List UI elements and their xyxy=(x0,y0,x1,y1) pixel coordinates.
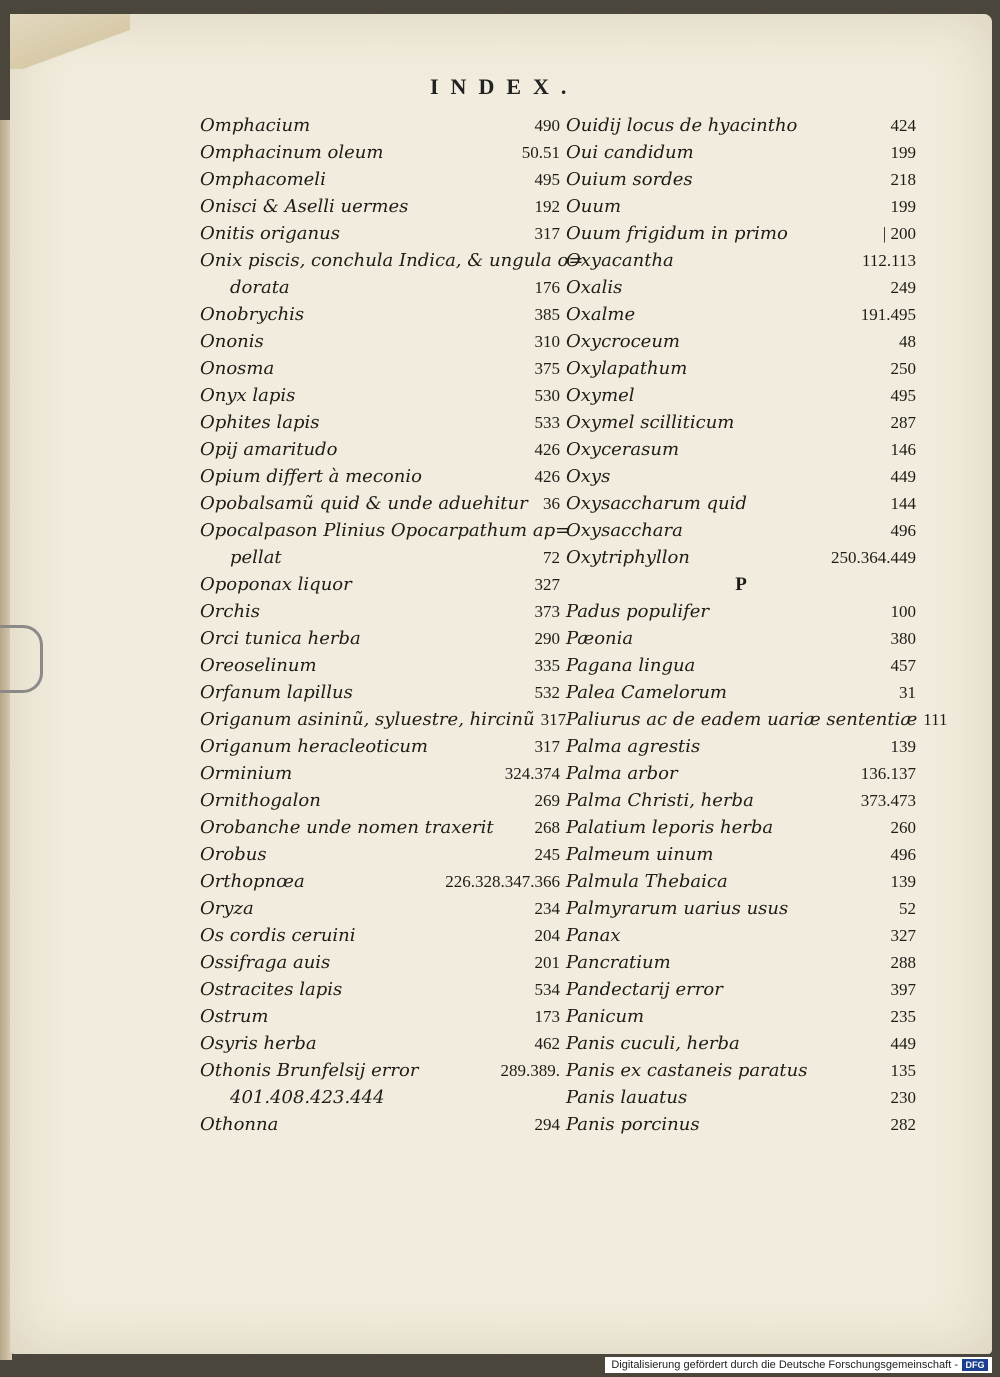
index-page-numbers: 199 xyxy=(890,197,916,216)
index-entry xyxy=(566,1111,916,1138)
index-entry xyxy=(200,949,560,976)
index-term: Oui candidum xyxy=(566,142,694,163)
index-entry xyxy=(566,301,916,328)
index-term: Palmyrarum uarius usus xyxy=(566,898,789,919)
index-term: Onyx lapis xyxy=(200,385,296,406)
index-entry xyxy=(200,382,560,409)
index-term: Orobus xyxy=(200,844,267,865)
index-term: Opocalpason Plinius Opocarpathum ap= xyxy=(200,520,571,541)
index-term: Palma Christi, herba xyxy=(566,790,754,811)
index-term: Palmula Thebaica xyxy=(566,871,728,892)
index-page-numbers: 290 xyxy=(534,629,560,648)
index-entry xyxy=(200,193,560,220)
index-entry xyxy=(566,166,916,193)
index-entry xyxy=(200,220,560,247)
index-page-numbers: 192 xyxy=(534,197,560,216)
index-page-numbers: 289.389. xyxy=(500,1061,560,1080)
index-page-numbers: 201 xyxy=(534,953,560,972)
index-entry xyxy=(566,841,916,868)
index-page-numbers: 373 xyxy=(534,602,560,621)
index-entry xyxy=(200,139,560,166)
index-entry xyxy=(200,841,560,868)
index-entry xyxy=(200,301,560,328)
index-term: Os cordis ceruini xyxy=(200,925,356,946)
index-page-numbers: 294 xyxy=(534,1115,560,1134)
index-term: Ouum frigidum in primo xyxy=(566,223,788,244)
index-term: Padus populifer xyxy=(566,601,710,622)
index-entry xyxy=(566,409,916,436)
index-page-numbers: 199 xyxy=(890,143,916,162)
index-entry xyxy=(200,463,560,490)
index-entry xyxy=(566,733,916,760)
index-term: Panis cuculi, herba xyxy=(566,1033,740,1054)
index-term: Omphacomeli xyxy=(200,169,326,190)
index-entry xyxy=(566,598,916,625)
index-page-numbers: 457 xyxy=(890,656,916,675)
index-entry xyxy=(566,220,916,247)
index-column-left xyxy=(200,112,584,1138)
index-term: dorata xyxy=(230,277,290,298)
index-entry xyxy=(566,544,916,571)
index-entry xyxy=(566,355,916,382)
index-entry xyxy=(566,1057,916,1084)
index-page-numbers: 176 xyxy=(534,278,560,297)
index-term: Onix piscis, conchula Indica, & ungula o= xyxy=(200,250,584,271)
index-entry xyxy=(566,139,916,166)
index-term: Orfanum lapillus xyxy=(200,682,353,703)
index-term: Oxycroceum xyxy=(566,331,680,352)
index-page-numbers: 533 xyxy=(534,413,560,432)
index-term: Onitis origanus xyxy=(200,223,340,244)
index-entry xyxy=(566,760,916,787)
index-entry xyxy=(200,760,560,787)
index-entry xyxy=(200,733,560,760)
index-page-numbers: 50.51 xyxy=(521,143,560,162)
index-term: Ononis xyxy=(200,331,264,352)
index-entry xyxy=(566,112,916,139)
running-head: INDEX. xyxy=(430,74,579,99)
index-page-numbers: 100 xyxy=(890,602,916,621)
index-page-numbers: 375 xyxy=(534,359,560,378)
index-term: Palmeum uinum xyxy=(566,844,714,865)
index-page-numbers: 397 xyxy=(890,980,916,999)
index-page-numbers: 230 xyxy=(890,1088,916,1107)
index-entry xyxy=(200,976,560,1003)
index-page-numbers: 532 xyxy=(534,683,560,702)
index-page-numbers: 268 xyxy=(534,818,560,837)
index-term: Ouum xyxy=(566,196,622,217)
index-page-numbers: 324.374 xyxy=(504,764,560,783)
index-term: Ornithogalon xyxy=(200,790,321,811)
index-entry xyxy=(566,247,916,274)
index-page-numbers: 449 xyxy=(890,1034,916,1053)
index-page-numbers: 72 xyxy=(543,548,560,567)
index-page-numbers: 235 xyxy=(890,1007,916,1026)
index-page-numbers: 260 xyxy=(890,818,916,837)
index-page-numbers: 496 xyxy=(890,521,916,540)
index-page-numbers: 534 xyxy=(534,980,560,999)
index-entry xyxy=(566,625,916,652)
index-term: Palma arbor xyxy=(566,763,678,784)
index-entry xyxy=(200,598,560,625)
dfg-logo-icon: DFG xyxy=(962,1359,988,1371)
index-page-numbers: 249 xyxy=(890,278,916,297)
index-term: Othonna xyxy=(200,1114,279,1135)
index-entry xyxy=(200,409,560,436)
index-entry xyxy=(566,328,916,355)
index-entry xyxy=(200,706,567,733)
index-page-numbers: 424 xyxy=(890,116,916,135)
index-term: Oxymel xyxy=(566,385,635,406)
index-entry xyxy=(200,166,560,193)
index-entry xyxy=(566,463,916,490)
index-page-numbers: 373.473 xyxy=(860,791,916,810)
index-page-numbers: 135 xyxy=(890,1061,916,1080)
index-term: Orthopnœa xyxy=(200,871,305,892)
index-page-numbers: 495 xyxy=(890,386,916,405)
index-page-numbers: 282 xyxy=(890,1115,916,1134)
index-entry xyxy=(200,112,560,139)
index-term: Panax xyxy=(566,925,621,946)
letter-heading: P xyxy=(735,574,747,595)
index-page-numbers: 495 xyxy=(534,170,560,189)
index-term: Panis ex castaneis paratus xyxy=(566,1060,808,1081)
index-entry xyxy=(200,652,560,679)
index-entry xyxy=(566,922,916,949)
index-page-numbers: 327 xyxy=(534,575,560,594)
index-page-numbers: 288 xyxy=(890,953,916,972)
index-term: Oxyacantha xyxy=(566,250,674,271)
index-entry xyxy=(566,490,916,517)
index-entry xyxy=(566,976,916,1003)
index-entry xyxy=(200,868,560,895)
index-entry xyxy=(200,544,560,571)
index-term: Oxys xyxy=(566,466,611,487)
index-page-numbers: 250.364.449 xyxy=(831,548,916,567)
index-page-numbers: 250 xyxy=(890,359,916,378)
index-term: Othonis Brunfelsij error xyxy=(200,1060,419,1081)
index-term: Osyris herba xyxy=(200,1033,317,1054)
index-entry xyxy=(200,247,584,274)
index-page-numbers: 245 xyxy=(534,845,560,864)
index-term: Oxalis xyxy=(566,277,623,298)
index-term: Oxymel scilliticum xyxy=(566,412,735,433)
index-term: Oxylapathum xyxy=(566,358,688,379)
index-entry xyxy=(566,814,916,841)
index-term: Onisci & Aselli uermes xyxy=(200,196,409,217)
index-term: 401.408.423.444 xyxy=(230,1087,385,1108)
index-term: Oxysaccharum quid xyxy=(566,493,747,514)
index-entry xyxy=(200,1057,560,1084)
index-page-numbers: 530 xyxy=(534,386,560,405)
paper-clip-icon xyxy=(0,625,43,693)
index-term: Onobrychis xyxy=(200,304,305,325)
index-term: Orobanche unde nomen traxerit xyxy=(200,817,494,838)
index-entry xyxy=(200,922,560,949)
index-page-numbers: 191.495 xyxy=(860,305,916,324)
index-entry xyxy=(200,1003,560,1030)
index-page-numbers: 490 xyxy=(534,116,560,135)
index-term: Oryza xyxy=(200,898,254,919)
index-page-numbers: 385 xyxy=(534,305,560,324)
index-page-numbers: 462 xyxy=(534,1034,560,1053)
index-term: Opoponax liquor xyxy=(200,574,352,595)
index-term: Oreoselinum xyxy=(200,655,317,676)
index-entry xyxy=(566,193,916,220)
index-entry xyxy=(200,625,560,652)
index-entry xyxy=(566,1003,916,1030)
index-term: pellat xyxy=(230,547,282,568)
index-entry xyxy=(566,868,916,895)
index-page-numbers: 327 xyxy=(890,926,916,945)
index-term: Ouidij locus de hyacintho xyxy=(566,115,798,136)
index-term: Palma agrestis xyxy=(566,736,701,757)
index-page-numbers: 31 xyxy=(899,683,916,702)
index-term: Onosma xyxy=(200,358,275,379)
index-term: Opij amaritudo xyxy=(200,439,338,460)
index-page-numbers: | 200 xyxy=(882,224,916,243)
index-page-numbers: 218 xyxy=(890,170,916,189)
index-entry xyxy=(200,355,560,382)
index-entry xyxy=(566,706,948,733)
index-page-numbers: 146 xyxy=(890,440,916,459)
index-page-numbers: 317 xyxy=(540,710,567,729)
index-page-numbers: 426 xyxy=(534,440,560,459)
index-term: Oxalme xyxy=(566,304,636,325)
index-column-right xyxy=(566,112,948,1138)
index-term: Opium differt à meconio xyxy=(200,466,422,487)
index-page-numbers: 426 xyxy=(534,467,560,486)
index-entry xyxy=(566,787,916,814)
index-term: Origanum heracleoticum xyxy=(200,736,428,757)
funding-footer xyxy=(605,1357,992,1373)
index-entry xyxy=(566,1030,916,1057)
index-term: Pæonia xyxy=(566,628,634,649)
index-page-numbers: 317 xyxy=(534,224,560,243)
index-page-numbers: 136.137 xyxy=(860,764,916,783)
index-term: Omphacium xyxy=(200,115,311,136)
index-entry xyxy=(566,517,916,544)
index-term: Orci tunica herba xyxy=(200,628,361,649)
index-entry xyxy=(566,436,916,463)
index-entry xyxy=(566,895,916,922)
index-entry xyxy=(566,274,916,301)
index-term: Ouium sordes xyxy=(566,169,693,190)
index-entry xyxy=(200,571,560,598)
index-term: Ostracites lapis xyxy=(200,979,343,1000)
index-page-numbers: 139 xyxy=(890,872,916,891)
index-entry xyxy=(200,1030,560,1057)
index-entry xyxy=(566,949,916,976)
index-entry xyxy=(200,679,560,706)
index-term: Pandectarij error xyxy=(566,979,723,1000)
index-page-numbers: 269 xyxy=(534,791,560,810)
index-entry xyxy=(200,490,560,517)
index-term: Pancratium xyxy=(566,952,671,973)
index-entry xyxy=(200,328,560,355)
index-page-numbers: 111 xyxy=(923,710,948,729)
index-term: Panicum xyxy=(566,1006,645,1027)
index-term: Oxysacchara xyxy=(566,520,683,541)
index-page-numbers: 335 xyxy=(534,656,560,675)
index-page-numbers: 204 xyxy=(534,926,560,945)
index-term: Origanum asininũ, syluestre, hircinũ xyxy=(200,709,535,730)
index-page-numbers: 139 xyxy=(890,737,916,756)
page-corner-fold xyxy=(10,14,130,69)
index-entry xyxy=(200,436,560,463)
index-term: Orminium xyxy=(200,763,293,784)
index-page-numbers: 48 xyxy=(899,332,916,351)
index-term: Oxytriphyllon xyxy=(566,547,690,568)
index-term: Omphacinum oleum xyxy=(200,142,384,163)
index-term: Palea Camelorum xyxy=(566,682,727,703)
index-entry xyxy=(566,679,916,706)
index-term: Ostrum xyxy=(200,1006,269,1027)
index-entry xyxy=(200,814,560,841)
index-page-numbers: 380 xyxy=(890,629,916,648)
index-page-numbers: 173 xyxy=(534,1007,560,1026)
index-page-numbers: 317 xyxy=(534,737,560,756)
index-entry xyxy=(566,1084,916,1111)
index-term: Pagana lingua xyxy=(566,655,696,676)
index-page-numbers: 52 xyxy=(899,899,916,918)
index-page-numbers: 310 xyxy=(534,332,560,351)
index-term: Panis lauatus xyxy=(566,1087,688,1108)
index-page-numbers: 144 xyxy=(890,494,916,513)
index-term: Ophites lapis xyxy=(200,412,320,433)
index-page-numbers: 496 xyxy=(890,845,916,864)
index-entry xyxy=(200,787,560,814)
index-term: Ossifraga auis xyxy=(200,952,331,973)
index-page-numbers: 287 xyxy=(890,413,916,432)
index-entry xyxy=(566,652,916,679)
index-entry xyxy=(200,895,560,922)
index-page-numbers: 36 xyxy=(543,494,560,513)
index-page-numbers: 226.328.347.366 xyxy=(445,872,560,891)
index-page-numbers: 112.113 xyxy=(862,251,916,270)
index-entry xyxy=(200,274,560,301)
index-term: Panis porcinus xyxy=(566,1114,700,1135)
index-entry xyxy=(566,382,916,409)
index-term: Oxycerasum xyxy=(566,439,680,460)
index-term: Opobalsamũ quid & unde aduehitur xyxy=(200,493,528,514)
index-page-numbers: 449 xyxy=(890,467,916,486)
index-entry xyxy=(200,517,571,544)
index-term: Palatium leporis herba xyxy=(566,817,774,838)
footer-text: Digitalisierung gefördert durch die Deutsche Forschungsgemeinschaft - xyxy=(611,1359,958,1371)
index-term: Orchis xyxy=(200,601,261,622)
index-term: Paliurus ac de eadem uariæ sententiæ xyxy=(566,709,918,730)
index-entry xyxy=(200,1111,560,1138)
index-page-numbers: 234 xyxy=(534,899,560,918)
index-entry xyxy=(200,1084,560,1111)
